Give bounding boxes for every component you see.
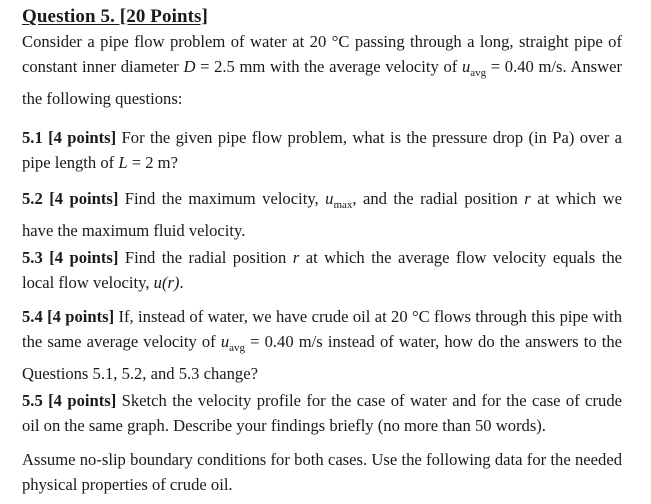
question-5-5 bbox=[22, 388, 622, 438]
intro-text-1: Consider a pipe flow problem of water at 20 °C passing through a long, straight pipe of constant inner diameter bbox=[22, 32, 622, 76]
intro-text-3: = 0.40 m/s. Answer the following questions: bbox=[22, 57, 622, 108]
question-5-3-lead: 5.3 [4 points] bbox=[22, 248, 119, 267]
question-5-2-text-3: at which we have the maximum fluid velocity. bbox=[22, 189, 623, 240]
intro-paragraph bbox=[22, 29, 622, 111]
avg-velocity-subscript: avg bbox=[470, 67, 487, 79]
radial-position-symbol: r bbox=[524, 189, 531, 208]
question-5-4-text-2: = 0.40 m/s instead of water, how do the answers to the Questions 5.1, 5.2, and 5.3 change? bbox=[22, 332, 623, 383]
closing-paragraph: Assume no-slip boundary conditions for both cases. Use the following data for the needed physical properties of crude oil. bbox=[22, 450, 622, 494]
question-5-2-text-2: , and the radial position bbox=[352, 189, 525, 208]
max-velocity-subscript: max bbox=[333, 199, 353, 211]
question-title: Question 5. [20 Points] bbox=[22, 6, 208, 27]
question-5-2 bbox=[22, 186, 622, 243]
question-5-2-lead: 5.2 [4 points] bbox=[22, 189, 119, 208]
question-5-5-text-1: Sketch the velocity profile for the case of water and for the case of crude oil on the same graph. Describe your findings briefly (no more than 50 words). bbox=[22, 391, 622, 435]
avg-velocity-symbol: u bbox=[461, 57, 471, 76]
question-5-1 bbox=[22, 125, 622, 175]
question-5-4-text-1: If, instead of water, we have crude oil at 20 °C flows through this pipe with the same average velocity of bbox=[22, 307, 622, 351]
question-5-2-text-1: Find the maximum velocity, bbox=[118, 189, 326, 208]
avg-velocity-subscript: avg bbox=[229, 342, 245, 354]
question-5-3-text-3: . bbox=[179, 273, 184, 292]
avg-velocity-symbol: u bbox=[220, 332, 230, 351]
question-5-1-text-1: For the given pipe flow problem, what is the pressure drop (in Pa) over a pipe length of bbox=[22, 128, 622, 172]
question-5-1-lead: 5.1 [4 points] bbox=[22, 128, 117, 147]
local-velocity-expression: u(r) bbox=[153, 273, 180, 292]
max-velocity-symbol: u bbox=[325, 189, 334, 208]
question-5-4 bbox=[22, 304, 622, 386]
question-5-5-lead: 5.5 [4 points] bbox=[22, 391, 117, 410]
diameter-symbol: D bbox=[183, 57, 196, 76]
intro-text-2: = 2.5 mm with the average velocity of bbox=[195, 57, 462, 76]
radial-position-symbol: r bbox=[292, 248, 300, 267]
question-5-1-text-2: = 2 m? bbox=[127, 153, 178, 172]
question-5-3-text-2: at which the average flow velocity equals the local flow velocity, bbox=[22, 248, 622, 292]
question-5-3 bbox=[22, 245, 622, 295]
question-5-4-lead: 5.4 [4 points] bbox=[22, 307, 115, 326]
question-5-3-text-1: Find the radial position bbox=[118, 248, 293, 267]
length-symbol: L bbox=[118, 153, 128, 172]
